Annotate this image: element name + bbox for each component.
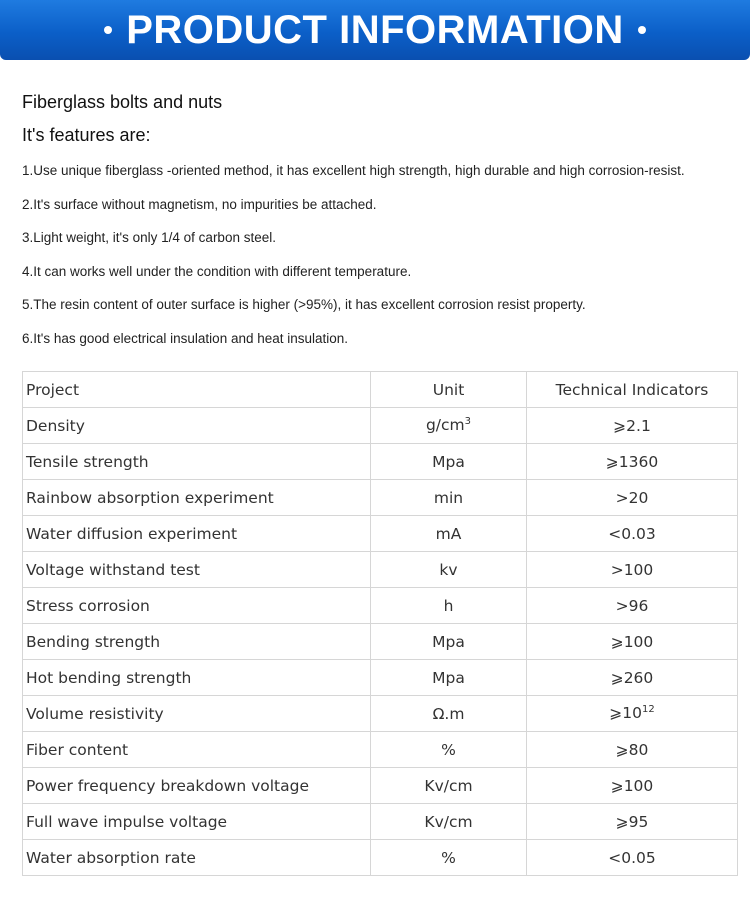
table-row <box>23 480 738 516</box>
header-project: Project <box>23 372 371 408</box>
unit-text: Mpa <box>432 632 465 651</box>
cell-technical-indicator <box>527 552 738 588</box>
unit-text: % <box>441 848 456 867</box>
unit-text: Mpa <box>432 668 465 687</box>
bullet-dot-icon <box>104 26 112 34</box>
indicator-text: >100 <box>610 560 654 579</box>
unit-text: h <box>443 596 454 615</box>
cell-unit <box>371 660 527 696</box>
cell-project: Rainbow absorption experiment <box>23 480 371 516</box>
cell-project: Stress corrosion <box>23 588 371 624</box>
cell-unit <box>371 768 527 804</box>
cell-technical-indicator <box>527 444 738 480</box>
indicator-text: ⩾2.1 <box>613 416 651 435</box>
table-row <box>23 624 738 660</box>
cell-project: Power frequency breakdown voltage <box>23 768 371 804</box>
table-row <box>23 696 738 732</box>
indicator-text: ⩾100 <box>610 776 654 795</box>
indicator-text: <0.05 <box>608 848 656 867</box>
bullet-dot-icon <box>638 26 646 34</box>
indicator-text: ⩾95 <box>615 812 649 831</box>
cell-project: Bending strength <box>23 624 371 660</box>
cell-unit <box>371 444 527 480</box>
unit-text: kv <box>439 560 458 579</box>
cell-project: Density <box>23 408 371 444</box>
cell-project: Tensile strength <box>23 444 371 480</box>
table-body <box>23 408 738 876</box>
feature-item: 2.It's surface without magnetism, no impurities be attached. <box>22 196 377 212</box>
unit-text: Ω.m <box>432 704 465 723</box>
feature-item: 6.It's has good electrical insulation and heat insulation. <box>22 330 349 346</box>
unit-text: Mpa <box>432 452 465 471</box>
cell-technical-indicator <box>527 804 738 840</box>
cell-unit <box>371 732 527 768</box>
table-row <box>23 660 738 696</box>
unit-text: mA <box>435 524 462 543</box>
unit-text: Kv/cm <box>424 812 473 831</box>
unit-text: % <box>441 740 456 759</box>
cell-unit <box>371 552 527 588</box>
table-row <box>23 516 738 552</box>
cell-technical-indicator <box>527 588 738 624</box>
header-unit: Unit <box>371 372 527 408</box>
cell-project: Volume resistivity <box>23 696 371 732</box>
table-row <box>23 840 738 876</box>
table-row <box>23 732 738 768</box>
cell-technical-indicator <box>527 408 738 444</box>
cell-project: Water absorption rate <box>23 840 371 876</box>
indicator-text: ⩾80 <box>615 740 649 759</box>
cell-project: Voltage withstand test <box>23 552 371 588</box>
feature-list <box>22 160 742 362</box>
feature-item: 4.It can works well under the condition with different temperature. <box>22 263 412 279</box>
product-name: Fiberglass bolts and nuts <box>22 92 223 112</box>
cell-unit <box>371 804 527 840</box>
cell-unit <box>371 480 527 516</box>
features-heading: It's features are: <box>22 125 151 145</box>
unit-text: Kv/cm <box>424 776 473 795</box>
cell-unit <box>371 408 527 444</box>
cell-unit <box>371 840 527 876</box>
header-technical-indicators: Technical Indicators <box>527 372 738 408</box>
feature-item: 1.Use unique fiberglass -oriented method, it has excellent high strength, high durable and high corrosion-resist. <box>22 163 685 178</box>
cell-unit <box>371 696 527 732</box>
product-information-banner <box>0 0 750 60</box>
indicator-text: ⩾260 <box>610 668 654 687</box>
cell-technical-indicator <box>527 696 738 732</box>
indicator-superscript: 12 <box>641 704 655 716</box>
cell-technical-indicator <box>527 768 738 804</box>
cell-unit <box>371 516 527 552</box>
cell-unit <box>371 624 527 660</box>
cell-technical-indicator <box>527 624 738 660</box>
table-row <box>23 588 738 624</box>
table-row <box>23 768 738 804</box>
table-row <box>23 408 738 444</box>
technical-spec-table <box>22 371 738 876</box>
table-row <box>23 552 738 588</box>
banner-title: PRODUCT INFORMATION <box>126 7 624 52</box>
banner-title-group <box>90 8 660 53</box>
indicator-text: ⩾100 <box>610 632 654 651</box>
cell-technical-indicator <box>527 732 738 768</box>
cell-project: Hot bending strength <box>23 660 371 696</box>
table-row <box>23 444 738 480</box>
feature-item: 3.Light weight, it's only 1/4 of carbon steel. <box>22 230 276 246</box>
cell-technical-indicator <box>527 840 738 876</box>
unit-text: min <box>433 488 464 507</box>
table-row <box>23 804 738 840</box>
indicator-text: ⩾1360 <box>605 452 659 471</box>
indicator-text: >96 <box>615 596 649 615</box>
unit-text: g/cm <box>425 416 465 435</box>
cell-technical-indicator <box>527 516 738 552</box>
indicator-text: ⩾10 <box>609 704 642 723</box>
indicator-text: >20 <box>615 488 649 507</box>
feature-item: 5.The resin content of outer surface is higher (>95%), it has excellent corrosion resist property. <box>22 297 586 313</box>
cell-project: Water diffusion experiment <box>23 516 371 552</box>
cell-technical-indicator <box>527 660 738 696</box>
table-header-row <box>23 372 738 408</box>
indicator-text: <0.03 <box>608 524 656 543</box>
unit-superscript: 3 <box>464 416 472 428</box>
cell-technical-indicator <box>527 480 738 516</box>
cell-project: Fiber content <box>23 732 371 768</box>
cell-unit <box>371 588 527 624</box>
cell-project: Full wave impulse voltage <box>23 804 371 840</box>
